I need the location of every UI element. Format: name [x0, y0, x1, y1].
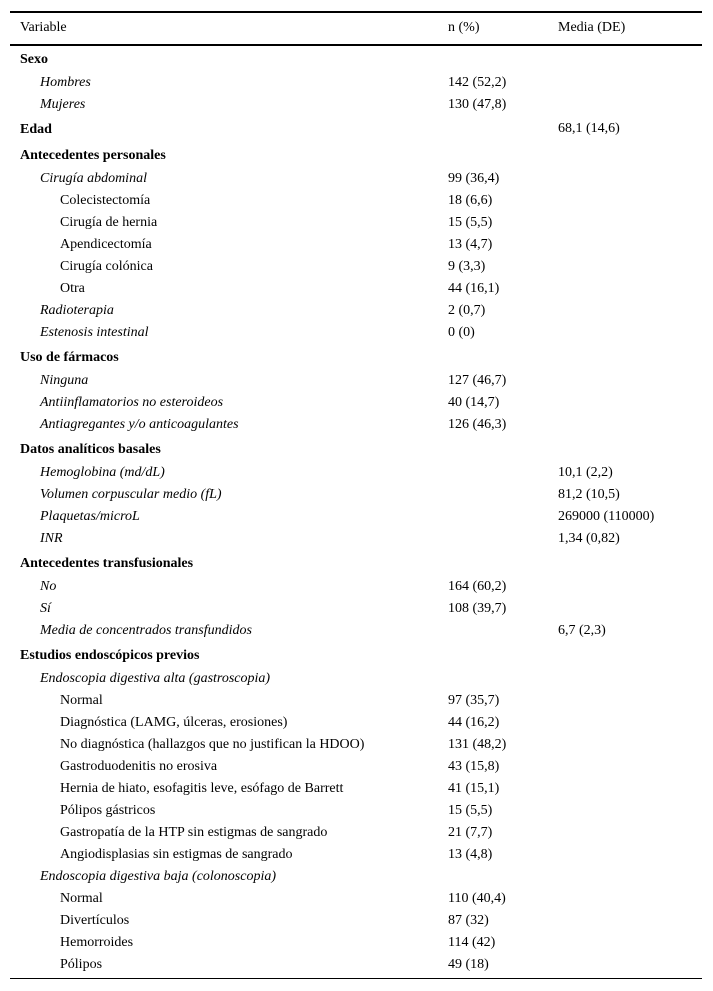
row-media	[548, 734, 702, 756]
row-label: Plaquetas/microL	[40, 508, 140, 524]
row-n: 49 (18)	[448, 956, 489, 972]
row-label: Cirugía colónica	[60, 258, 153, 274]
row-label: Sí	[40, 600, 51, 616]
row-n: 13 (4,7)	[448, 236, 493, 252]
section-row	[10, 344, 702, 370]
row-label: Hombres	[40, 74, 91, 90]
row-n: 108 (39,7)	[448, 600, 507, 616]
row-n: 99 (36,4)	[448, 170, 500, 186]
row-label: Datos analíticos basales	[20, 441, 161, 457]
item-row	[10, 322, 702, 344]
row-media	[548, 888, 702, 910]
row-media	[548, 370, 702, 392]
row-media	[548, 668, 702, 690]
row-n	[438, 668, 548, 690]
item-row	[10, 576, 702, 598]
row-media	[548, 712, 702, 734]
row-media	[548, 576, 702, 598]
header-n: n (%)	[438, 13, 548, 45]
row-media	[548, 322, 702, 344]
row-label: INR	[40, 530, 63, 546]
row-label: Gastropatía de la HTP sin estigmas de sangrado	[60, 824, 328, 840]
subitem-row	[10, 234, 702, 256]
subitem-row	[10, 910, 702, 932]
item-row	[10, 462, 702, 484]
row-n: 142 (52,2)	[448, 74, 507, 90]
row-n: 40 (14,7)	[448, 394, 500, 410]
row-media	[548, 800, 702, 822]
row-media	[548, 168, 702, 190]
row-media: 81,2 (10,5)	[558, 486, 620, 502]
header-variable: Variable	[10, 13, 438, 45]
row-media	[548, 778, 702, 800]
row-n	[438, 45, 548, 72]
row-label: Normal	[60, 890, 103, 906]
row-n	[438, 116, 548, 142]
item-row	[10, 414, 702, 436]
section-row	[10, 642, 702, 668]
subitem-row	[10, 756, 702, 778]
row-n: 164 (60,2)	[448, 578, 507, 594]
row-n: 44 (16,2)	[448, 714, 500, 730]
row-media	[548, 910, 702, 932]
row-media	[548, 392, 702, 414]
row-label: Gastroduodenitis no erosiva	[60, 758, 218, 774]
table-header	[10, 13, 702, 45]
row-media	[548, 344, 702, 370]
row-media	[548, 690, 702, 712]
item-row	[10, 300, 702, 322]
row-n: 41 (15,1)	[448, 780, 500, 796]
row-n: 15 (5,5)	[448, 214, 493, 230]
row-n: 130 (47,8)	[448, 96, 507, 112]
bottom-rule	[10, 978, 702, 979]
subitem-row	[10, 212, 702, 234]
row-media	[548, 414, 702, 436]
row-label: Uso de fármacos	[20, 349, 119, 365]
row-media	[548, 642, 702, 668]
row-n: 131 (48,2)	[448, 736, 507, 752]
row-n: 110 (40,4)	[448, 890, 506, 906]
data-table	[10, 12, 702, 976]
row-n: 13 (4,8)	[448, 846, 493, 862]
subitem-row	[10, 888, 702, 910]
row-label: Diagnóstica (LAMG, úlceras, erosiones)	[60, 714, 288, 730]
subitem-row	[10, 954, 702, 976]
row-n	[438, 462, 548, 484]
row-label: Estudios endoscópicos previos	[20, 647, 200, 663]
subitem-row	[10, 690, 702, 712]
row-n	[438, 344, 548, 370]
row-n: 0 (0)	[448, 324, 475, 340]
row-label: Cirugía de hernia	[60, 214, 158, 230]
row-label: Antiagregantes y/o anticoagulantes	[40, 416, 239, 432]
row-label: Divertículos	[60, 912, 130, 928]
section-row	[10, 45, 702, 72]
row-n: 127 (46,7)	[448, 372, 507, 388]
row-label: Hemorroides	[60, 934, 134, 950]
subitem-row	[10, 822, 702, 844]
row-label: Pólipos gástricos	[60, 802, 156, 818]
item-row	[10, 506, 702, 528]
subitem-row	[10, 256, 702, 278]
row-media	[548, 142, 702, 168]
row-n	[438, 484, 548, 506]
row-media	[548, 45, 702, 72]
subitem-row	[10, 800, 702, 822]
item-row	[10, 484, 702, 506]
row-label: Endoscopia digestiva alta (gastroscopia)	[40, 670, 271, 686]
row-n	[438, 642, 548, 668]
row-media	[548, 598, 702, 620]
row-label: Cirugía abdominal	[40, 170, 147, 186]
row-media	[548, 954, 702, 976]
subitem-row	[10, 278, 702, 300]
item-row	[10, 598, 702, 620]
row-media	[548, 278, 702, 300]
row-media	[548, 866, 702, 888]
row-label: Media de concentrados transfundidos	[40, 622, 252, 638]
row-n: 2 (0,7)	[448, 302, 486, 318]
header-media: Media (DE)	[548, 13, 702, 45]
row-n: 18 (6,6)	[448, 192, 493, 208]
row-media	[548, 550, 702, 576]
row-n: 21 (7,7)	[448, 824, 493, 840]
row-media	[548, 844, 702, 866]
item-row	[10, 668, 702, 690]
row-media	[548, 94, 702, 116]
row-n: 87 (32)	[448, 912, 489, 928]
subitem-row	[10, 734, 702, 756]
row-media	[548, 932, 702, 954]
row-n	[438, 142, 548, 168]
row-label: Pólipos	[60, 956, 103, 972]
row-n: 9 (3,3)	[448, 258, 486, 274]
row-n	[438, 506, 548, 528]
section-row	[10, 436, 702, 462]
item-row	[10, 866, 702, 888]
row-n: 97 (35,7)	[448, 692, 500, 708]
table-frame	[10, 0, 703, 991]
row-media	[548, 300, 702, 322]
row-n	[438, 866, 548, 888]
section-row	[10, 550, 702, 576]
row-label: Estenosis intestinal	[40, 324, 149, 340]
section-row	[10, 142, 702, 168]
row-media	[548, 212, 702, 234]
subitem-row	[10, 190, 702, 212]
row-n	[438, 620, 548, 642]
row-label: Volumen corpuscular medio (fL)	[40, 486, 222, 502]
table-body	[10, 45, 702, 976]
row-media	[548, 256, 702, 278]
row-label: Endoscopia digestiva baja (colonoscopia)	[40, 868, 277, 884]
row-media: 6,7 (2,3)	[558, 622, 606, 638]
item-row	[10, 168, 702, 190]
row-n: 126 (46,3)	[448, 416, 507, 432]
section-row	[10, 116, 702, 142]
subitem-row	[10, 778, 702, 800]
row-label: Radioterapia	[40, 302, 114, 318]
row-label: Sexo	[20, 51, 48, 67]
row-label: Antiinflamatorios no esteroideos	[40, 394, 224, 410]
row-label: Ninguna	[40, 372, 89, 388]
row-label: Antecedentes personales	[20, 147, 166, 163]
row-media: 1,34 (0,82)	[558, 530, 620, 546]
item-row	[10, 370, 702, 392]
row-label: Antecedentes transfusionales	[20, 555, 194, 571]
row-label: No	[40, 578, 57, 594]
row-media: 68,1 (14,6)	[558, 120, 620, 136]
subitem-row	[10, 844, 702, 866]
item-row	[10, 94, 702, 116]
row-label: Colecistectomía	[60, 192, 151, 208]
row-n	[438, 528, 548, 550]
row-n	[438, 436, 548, 462]
row-label: Normal	[60, 692, 103, 708]
row-n: 15 (5,5)	[448, 802, 493, 818]
row-n: 114 (42)	[448, 934, 496, 950]
row-media	[548, 756, 702, 778]
item-row	[10, 72, 702, 94]
row-media	[548, 822, 702, 844]
row-media: 269000 (110000)	[558, 508, 655, 524]
item-row	[10, 620, 702, 642]
row-n: 44 (16,1)	[448, 280, 500, 296]
row-media	[548, 234, 702, 256]
row-media	[548, 190, 702, 212]
row-media: 10,1 (2,2)	[558, 464, 613, 480]
row-media	[548, 436, 702, 462]
item-row	[10, 392, 702, 414]
row-n: 43 (15,8)	[448, 758, 500, 774]
row-label: Apendicectomía	[60, 236, 152, 252]
row-label: Hernia de hiato, esofagitis leve, esófago de Barrett	[60, 780, 344, 796]
row-n	[438, 550, 548, 576]
row-label: Otra	[60, 280, 85, 296]
row-media	[548, 72, 702, 94]
subitem-row	[10, 712, 702, 734]
row-label: Hemoglobina (md/dL)	[40, 464, 165, 480]
item-row	[10, 528, 702, 550]
row-label: Angiodisplasias sin estigmas de sangrado	[60, 846, 293, 862]
subitem-row	[10, 932, 702, 954]
row-label: Edad	[20, 121, 52, 137]
row-label: Mujeres	[40, 96, 86, 112]
row-label: No diagnóstica (hallazgos que no justifican la HDOO)	[60, 736, 365, 752]
